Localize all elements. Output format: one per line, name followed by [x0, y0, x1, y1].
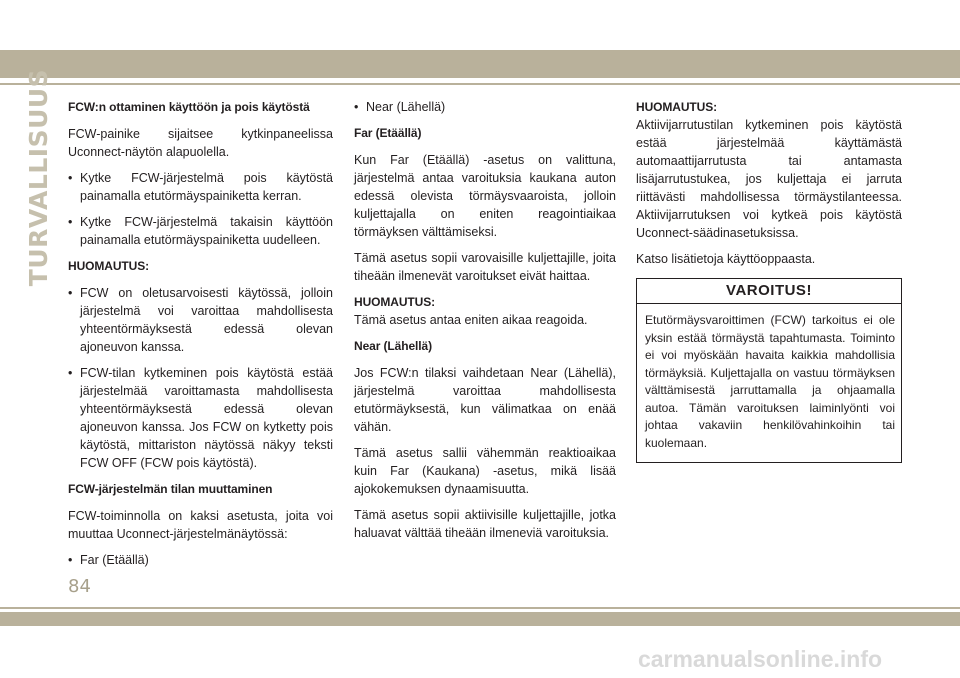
list-item: • FCW-tilan kytkeminen pois käytöstä estää järjestelmää varoittamasta mahdollisesta yhteentörmäyksestä edessä olevan ajoneuvon kanssa. Jos FCW on kytketty pois käytöstä, mittariston näytössä näkyy teksti FCW OFF (FCW pois käytöstä). — [68, 364, 333, 472]
note-heading: HUOMAUTUS: — [68, 259, 149, 273]
bullet-list — [354, 98, 616, 116]
note-heading: HUOMAUTUS: — [636, 100, 717, 114]
column-left — [68, 98, 333, 577]
header-band — [0, 50, 960, 78]
column-middle — [354, 98, 616, 550]
warning-title: VAROITUS! — [637, 279, 901, 304]
footer-band — [0, 612, 960, 626]
column-right — [636, 98, 902, 463]
footer-rule — [0, 607, 960, 609]
heading-fcw-mode: FCW-järjestelmän tilan muuttaminen — [68, 482, 273, 496]
paragraph: Tämä asetus sopii varovaisille kuljettajille, joita tiheään ilmenevät varoitukset eivät haittaa. — [354, 251, 616, 283]
warning-text: Etutörmäysvaroittimen (FCW) tarkoitus ei ole yksin estää törmäystä tapahtumasta. Toiminto ei voi myöskään havaita kaikkia mahdollisia törmäyksiä. Kuljettajalla on vastuu törmäyksen välttämisestä jarruttamalla ja ohjaamalla autoa. Tämän varoituksen laiminlyönti voi johtaa vakaviin henkilövahinkoihin tai kuolemaan. — [645, 313, 895, 450]
paragraph: Jos FCW:n tilaksi vaihdetaan Near (Lähellä), järjestelmä varoittaa mahdollisesta etutörmäyksestä, kun välimatkaa on enää vähän. — [354, 366, 616, 434]
list-item: • Kytke FCW-järjestelmä takaisin käyttöön painamalla etutörmäyspainiketta uudelleen. — [68, 213, 333, 249]
heading-near: Near (Lähellä) — [354, 339, 432, 353]
bullet-list — [68, 284, 333, 472]
bullet-list — [68, 551, 333, 569]
note-heading: HUOMAUTUS: — [354, 295, 435, 309]
list-item: • Kytke FCW-järjestelmä pois käytöstä painamalla etutörmäyspainiketta kerran. — [68, 169, 333, 205]
paragraph: Tämä asetus sallii vähemmän reaktioaikaa kuin Far (Kaukana) -asetus, mikä lisää ajokokemuksen dynaamisuutta. — [354, 446, 616, 496]
page-number: 84 — [68, 576, 91, 597]
list-item: • FCW on oletusarvoisesti käytössä, jolloin järjestelmä voi varoittaa mahdollisesta yhteentörmäyksestä edessä olevan ajoneuvon kanssa. — [68, 284, 333, 356]
paragraph: FCW-toiminnolla on kaksi asetusta, joita voi muuttaa Uconnect-järjestelmänäytössä: — [68, 509, 333, 541]
note-text: Tämä asetus antaa eniten aikaa reagoida. — [354, 313, 588, 327]
paragraph: Tämä asetus sopii aktiivisille kuljettajille, jotka haluavat välttää tiheään ilmeneviä varoituksia. — [354, 508, 616, 540]
list-item: • Far (Etäällä) — [68, 551, 333, 569]
paragraph: Kun Far (Etäällä) -asetus on valittuna, järjestelmä antaa varoituksia kaukana auton edessä olevista törmäysvaaroista, jolloin kuljettajalla on eniten reagointiaikaa törmäyksen välttämiseksi. — [354, 153, 616, 239]
bullet-list — [68, 169, 333, 249]
paragraph: FCW-painike sijaitsee kytkinpaneelissa Uconnect-näytön alapuolella. — [68, 127, 333, 159]
heading-far: Far (Etäällä) — [354, 126, 422, 140]
header-rule — [0, 83, 960, 85]
heading-fcw-toggle: FCW:n ottaminen käyttöön ja pois käytöstä — [68, 100, 310, 114]
note-text: Aktiivijarrutustilan kytkeminen pois käytöstä estää järjestelmää käyttämästä automaattijarrutusta tai antamasta lisäjarrutustukea, jos kuljettaja ei jarruta riittävästi mahdollisessa törmäystilanteessa. Aktiivijarrutuksen voi kytkeä pois käytöstä Uconnect-säädinasetuksissa. — [636, 118, 902, 240]
paragraph: Katso lisätietoja käyttöoppaasta. — [636, 252, 816, 266]
warning-box — [636, 278, 902, 463]
watermark: carmanualsonline.info — [637, 646, 883, 672]
list-item: • Near (Lähellä) — [354, 98, 616, 116]
section-side-tab — [24, 68, 54, 286]
section-side-tab-label: TURVALLISUUS — [24, 68, 54, 286]
